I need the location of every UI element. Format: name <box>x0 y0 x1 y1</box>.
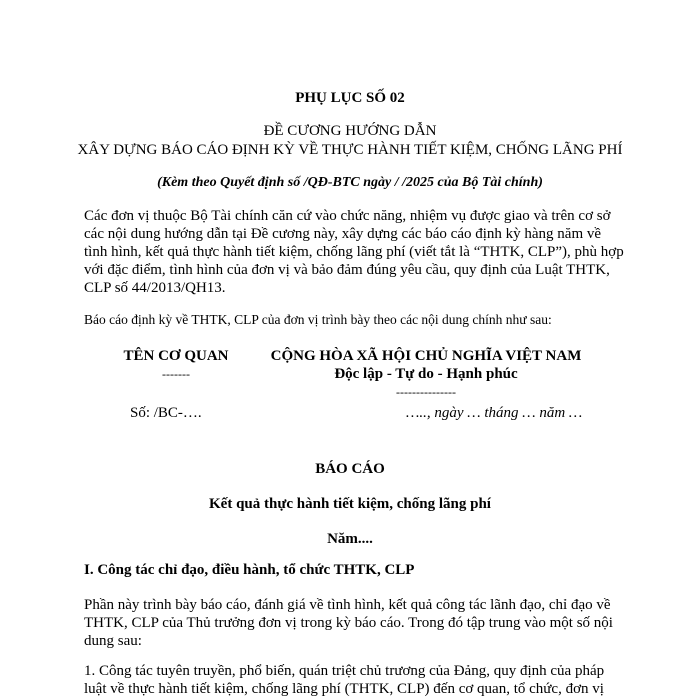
nation-header <box>258 347 594 401</box>
nation-underline: --------------- <box>396 385 456 399</box>
section-1-heading: I. Công tác chỉ đạo, điều hành, tổ chức THTK, CLP <box>84 562 415 578</box>
item-1-paragraph: 1. Công tác tuyên truyền, phổ biến, quán triệt chủ trương của Đảng, quy định của pháp luật về thực hành tiết kiệm, chống lãng phí (THTK, CLP) đến cơ quan, tổ chức, đơn vị <box>84 663 605 697</box>
agency-header <box>96 347 256 383</box>
report-title: BÁO CÁO <box>315 461 385 477</box>
outline-line-1: ĐỀ CƯƠNG HƯỚNG DẪN <box>263 123 437 139</box>
nation-line-1: CỘNG HÒA XÃ HỘI CHỦ NGHĨA VIỆT NAM <box>270 348 582 364</box>
intro-paragraph: Các đơn vị thuộc Bộ Tài chính căn cứ vào chức năng, nhiệm vụ được giao và trên cơ sở các nội dung hướng dẫn tại Đề cương này, xây dựng các báo cáo định kỳ hàng năm về tình hình, kết quả thực hành tiết kiệm, chống lãng phí (viết tắt là “THTK, CLP”), phù hợp với đặc điểm, tình hình của đơn vị và bảo đảm đúng yêu cầu, quy định của Luật THTK, CLP số 44/2013/QH13. <box>84 208 624 296</box>
appendix-title: PHỤ LỤC SỐ 02 <box>295 90 405 106</box>
document-number: Số: /BC-…. <box>130 405 202 421</box>
outline-heading <box>60 122 640 160</box>
report-subtitle: Kết quả thực hành tiết kiệm, chống lãng phí <box>209 496 491 512</box>
decision-note: (Kèm theo Quyết định số /QĐ-BTC ngày / /2025 của Bộ Tài chính) <box>157 175 543 190</box>
agency-name: TÊN CƠ QUAN <box>123 348 229 364</box>
document-date: ….., ngày … tháng … năm … <box>406 405 583 421</box>
outline-line-2: XÂY DỰNG BÁO CÁO ĐỊNH KỲ VỀ THỰC HÀNH TIẾT KIỆM, CHỐNG LÃNG PHÍ <box>77 142 623 158</box>
nation-line-2: Độc lập - Tự do - Hạnh phúc <box>334 366 518 382</box>
lead-paragraph: Báo cáo định kỳ về THTK, CLP của đơn vị trình bày theo các nội dung chính như sau: <box>84 312 552 327</box>
section-1-paragraph: Phần này trình bày báo cáo, đánh giá về tình hình, kết quả công tác lãnh đạo, chỉ đạo về THTK, CLP của Thủ trưởng đơn vị trong kỳ báo cáo. Trong đó tập trung vào một số nội dung sau: <box>84 597 613 649</box>
report-year: Năm.... <box>327 531 373 547</box>
agency-underline: ------- <box>162 367 190 381</box>
